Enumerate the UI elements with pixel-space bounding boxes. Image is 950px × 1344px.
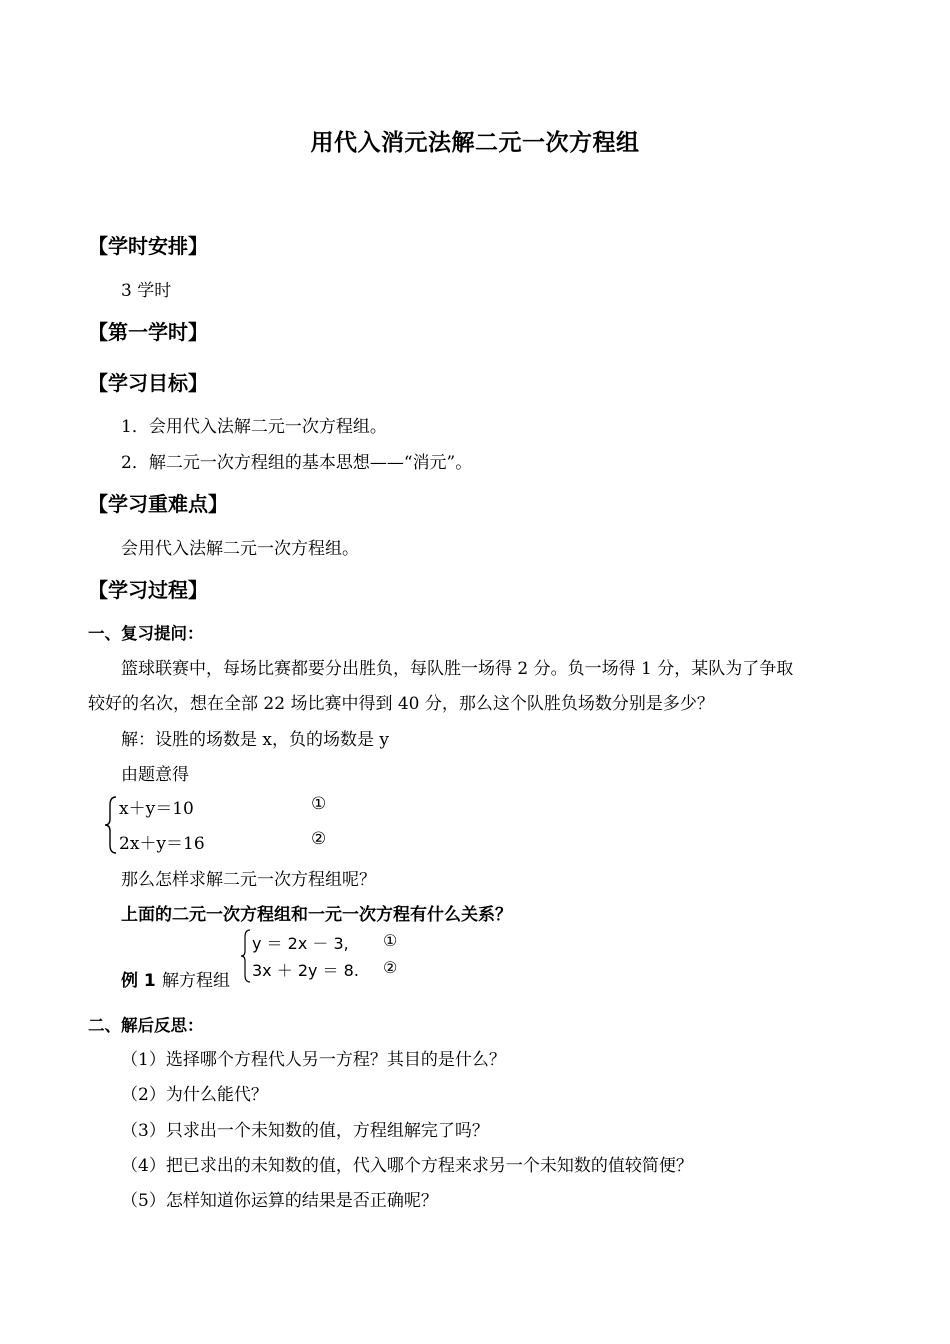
by-problem-text: 由题意得 — [121, 765, 189, 785]
reflection-item-3: （3）只求出一个未知数的值，方程组解完了吗？ — [121, 1121, 489, 1141]
reflection-item-4: （4）把已求出的未知数的值，代入哪个方程来求另一个未知数的值较简便？ — [121, 1156, 693, 1176]
problem-line-1: 篮球联赛中，每场比赛都要分出胜负，每队胜一场得 2 分。负一场得 1 分，某队为了争取 — [121, 659, 794, 679]
question-2: 上面的二元一次方程组和一元一次方程有什么关系？ — [121, 905, 512, 925]
example-equation-2: 3x ＋ 2y ＝ 8. — [252, 961, 359, 980]
process-heading: 【学习过程】 — [88, 578, 208, 602]
reflection-heading: 二、解后反思： — [88, 1016, 204, 1035]
goals-heading: 【学习目标】 — [88, 371, 208, 395]
goal-item-1: 1．会用代入法解二元一次方程组。 — [121, 417, 387, 437]
reflection-item-5: （5）怎样知道你运算的结果是否正确呢？ — [121, 1191, 438, 1211]
system-brace — [104, 795, 118, 855]
equation-2: 2x＋y＝16 — [119, 834, 205, 854]
first-period-heading: 【第一学时】 — [88, 320, 208, 344]
example-brace — [240, 929, 252, 983]
example-equation-1: y ＝ 2x － 3, — [252, 934, 349, 953]
schedule-text: 3 学时 — [121, 281, 172, 301]
solution-intro: 解：设胜的场数是 x，负的场数是 y — [121, 730, 389, 750]
example-equation-1-mark: ① — [383, 931, 398, 950]
example-label: 例 1 — [121, 971, 156, 991]
schedule-heading: 【学时安排】 — [88, 234, 208, 258]
question-1: 那么怎样求解二元一次方程组呢？ — [121, 870, 376, 890]
example-equation-2-mark: ② — [383, 958, 398, 977]
key-points-heading: 【学习重难点】 — [88, 492, 228, 516]
page-title: 用代入消元法解二元一次方程组 — [310, 130, 640, 156]
equation-2-mark: ② — [311, 829, 327, 849]
key-points-text: 会用代入法解二元一次方程组。 — [121, 539, 359, 559]
review-heading: 一、复习提问： — [88, 624, 204, 643]
example-text: 解方程组 — [162, 971, 230, 991]
equation-1-mark: ① — [311, 794, 327, 814]
goal-item-2: 2．解二元一次方程组的基本思想——“消元”。 — [121, 453, 473, 473]
reflection-item-1: （1）选择哪个方程代人另一方程？其目的是什么？ — [121, 1050, 506, 1070]
reflection-item-2: （2）为什么能代？ — [121, 1085, 268, 1105]
problem-line-2: 较好的名次，想在全部 22 场比赛中得到 40 分，那么这个队胜负场数分别是多少？ — [88, 694, 714, 714]
equation-1: x＋y＝10 — [119, 799, 194, 819]
